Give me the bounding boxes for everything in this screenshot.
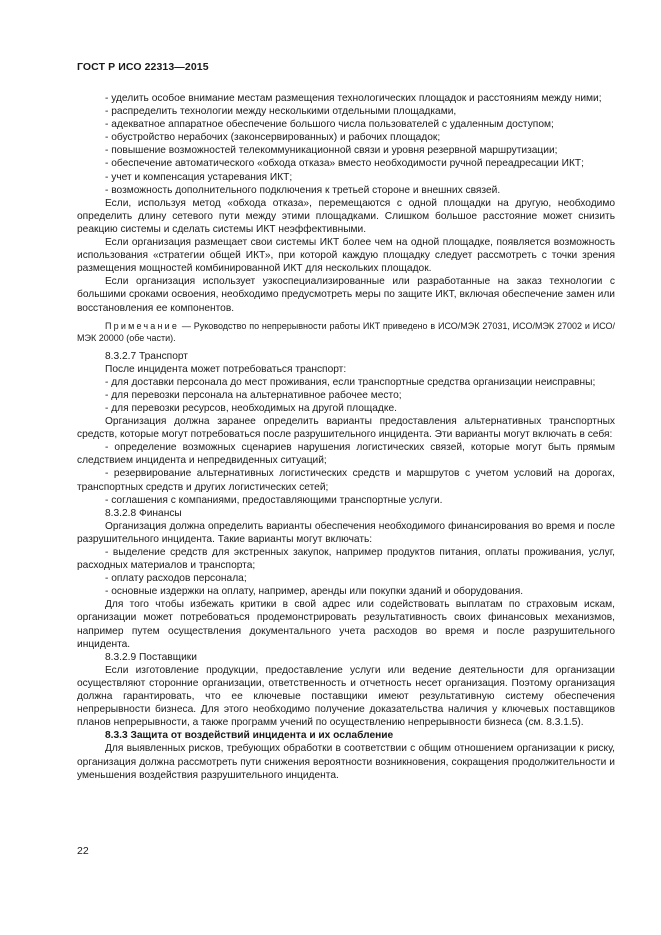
list-item: - определение возможных сценариев нарушения логистических связей, которые могут быть прямым следствием инцидента и непредвиденных ситуаций; [77, 442, 615, 467]
body-paragraph: Если организация использует узкоспециализированные или разработанные на заказ технологии с большими сроками освоения, необходимо предусмотреть меры по защите ИКТ, включая обеспечение замен или восстановления ее компонентов. [77, 276, 615, 314]
list-item: - для перевозки персонала на альтернативное рабочее место; [105, 389, 402, 401]
note-paragraph [77, 320, 615, 344]
section-heading: 8.3.2.8 Финансы [105, 507, 182, 519]
section-heading: 8.3.2.7 Транспорт [105, 350, 188, 362]
list-item: - соглашения с компаниями, предоставляющими транспортные услуги. [105, 494, 443, 506]
list-item: - оплату расходов персонала; [105, 573, 247, 585]
note-label: Примечание [105, 320, 180, 331]
list-item: - резервирование альтернативных логистических средств и маршрутов с учетом условий на дорогах, транспортных средств и других логистических сетей; [77, 468, 615, 493]
page-number: 22 [77, 845, 89, 857]
list-item: - учет и компенсация устаревания ИКТ; [105, 171, 293, 183]
body-paragraph: Организация должна заранее определить варианты предоставления альтернативных транспортных средств, которые могут потребоваться после разрушительного инцидента. Эти варианты могут включать в себя: [77, 416, 615, 441]
list-item: - для перевозки ресурсов, необходимых на другой площадке. [105, 402, 397, 414]
list-item: - для доставки персонала до мест проживания, если транспортные средства организации неисправны; [105, 376, 596, 388]
note-text: — Руководство по непрерывности работы ИКТ приведено в ИСО/МЭК 27031, ИСО/МЭК 27002 и ИСО/МЭК 20000 (обе части). [77, 320, 615, 343]
body-paragraph: Если, используя метод «обхода отказа», перемещаются с одной площадки на другую, необходимо определить длину сетевого пути между этими площадками. Слишком большое расстояние может снизить реакцию системы и сделать системы ИКТ неэффективными. [77, 197, 615, 235]
list-item: - обустройство нерабочих (законсервированных) и рабочих площадок; [105, 132, 441, 144]
list-item: - выделение средств для экстренных закупок, например продуктов питания, оплаты проживания, услуг, расходных материалов и транспорта; [77, 547, 615, 572]
list-item: - адекватное аппаратное обеспечение большого числа пользователей с удаленным доступом; [105, 119, 554, 131]
section-heading: 8.3.2.9 Поставщики [105, 651, 197, 663]
list-item: - возможность дополнительного подключения к третьей стороне и внешних связей. [105, 184, 501, 196]
document-body [77, 92, 615, 782]
list-item: - распределить технологии между несколькими отдельными площадками, [105, 106, 457, 118]
list-item: - уделить особое внимание местам размещения технологических площадок и расстояниям между ними; [105, 93, 602, 104]
body-paragraph: Организация должна определить варианты обеспечения необходимого финансирования во время и после разрушительного инцидента. Такие варианты могут включать: [77, 520, 615, 545]
body-paragraph: Для выявленных рисков, требующих обработки в соответствии с общим отношением организации к риску, организация должна рассмотреть пути снижения вероятности возникновения, сокращения продолжительности и уменьшения воздействия разрушительного инцидента. [77, 743, 615, 781]
list-item: - обеспечение автоматического «обхода отказа» вместо необходимости ручной переадресации ИКТ; [105, 158, 584, 170]
list-item: - основные издержки на оплату, например, аренды или покупки зданий и оборудования. [105, 586, 524, 598]
section-heading-bold: 8.3.3 Защита от воздействий инцидента и их ослабление [105, 730, 394, 742]
body-paragraph: Если изготовление продукции, предоставление услуги или ведение деятельности для организации осуществляют сторонние организации, ответственность и отчетность несет организация. Поэтому организация должна гарантировать, что ее ключевые поставщики имеют результативную систему обеспечения непрерывности бизнеса. Для этого необходимо получение доказательства наличия у ключевых поставщиков планов непрерывности, а также программ учений по осуществлению непрерывности бизнеса (см. 8.3.1.5). [77, 664, 615, 729]
body-paragraph: Если организация размещает свои системы ИКТ более чем на одной площадке, появляется возможность использования «стратегии общей ИКТ», при которой каждую площадку следует рассмотреть с точки зрения размещения мощностей комбинированной ИКТ для нескольких площадок. [77, 237, 615, 275]
list-item: - повышение возможностей телекоммуникационной связи и уровня резервной маршрутизации; [105, 145, 558, 157]
body-paragraph: После инцидента может потребоваться транспорт: [105, 363, 347, 375]
body-paragraph: Для того чтобы избежать критики в свой адрес или содействовать выплатам по страховым искам, организации может потребоваться продемонстрировать результативность своих финансовых механизмов, например путем осуществления документального учета расходов во время и после разрушительного инцидента. [77, 599, 615, 650]
page-header: ГОСТ Р ИСО 22313—2015 [77, 61, 209, 73]
